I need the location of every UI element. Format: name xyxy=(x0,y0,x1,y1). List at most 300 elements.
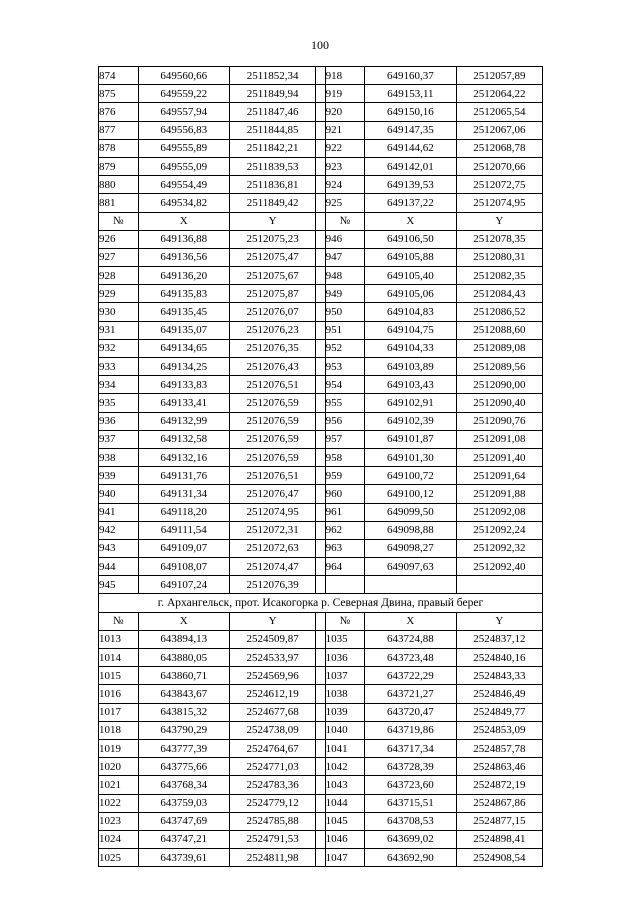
x-coordinate-cell: 649105,06 xyxy=(365,285,457,303)
x-coordinate-cell: 649136,56 xyxy=(138,248,230,266)
column-separator xyxy=(316,576,325,594)
point-number-cell: 938 xyxy=(99,448,139,466)
table-row xyxy=(99,576,543,594)
y-coordinate-cell: 2524846,49 xyxy=(456,685,542,703)
y-coordinate-cell: 2524877,15 xyxy=(456,812,542,830)
point-number-cell: 954 xyxy=(325,376,365,394)
y-coordinate-cell: 2511844,85 xyxy=(230,121,316,139)
x-coordinate-cell: 643708,53 xyxy=(365,812,457,830)
point-number-cell: 878 xyxy=(99,139,139,157)
table-row xyxy=(99,758,543,776)
y-coordinate-cell: 2512074,95 xyxy=(230,503,316,521)
column-separator xyxy=(316,794,325,812)
y-coordinate-cell: 2512068,78 xyxy=(456,139,542,157)
x-coordinate-cell: 649135,83 xyxy=(138,285,230,303)
point-number-cell: 947 xyxy=(325,248,365,266)
table-row xyxy=(99,649,543,667)
point-number-cell: 1039 xyxy=(325,703,365,721)
x-coordinate-cell: 643699,02 xyxy=(365,830,457,848)
y-coordinate-cell: 2511836,81 xyxy=(230,176,316,194)
y-coordinate-cell xyxy=(456,576,542,594)
x-coordinate-cell: 649102,91 xyxy=(365,394,457,412)
point-number-cell: 952 xyxy=(325,339,365,357)
table-row xyxy=(99,685,543,703)
y-coordinate-cell: 2512088,60 xyxy=(456,321,542,339)
y-coordinate-cell: 2512070,66 xyxy=(456,157,542,175)
table-row xyxy=(99,176,543,194)
point-number-cell: 1017 xyxy=(99,703,139,721)
x-coordinate-cell: 643719,86 xyxy=(365,721,457,739)
header-y-coordinate-cell: Y xyxy=(456,612,542,630)
x-coordinate-cell: 643723,60 xyxy=(365,776,457,794)
column-separator xyxy=(316,103,325,121)
point-number-cell: 959 xyxy=(325,467,365,485)
point-number-cell: 1023 xyxy=(99,812,139,830)
y-coordinate-cell: 2512076,23 xyxy=(230,321,316,339)
point-number-cell xyxy=(325,576,365,594)
y-coordinate-cell: 2512076,51 xyxy=(230,467,316,485)
point-number-cell: 955 xyxy=(325,394,365,412)
point-number-cell: 925 xyxy=(325,194,365,212)
y-coordinate-cell: 2524908,54 xyxy=(456,849,542,867)
table-row xyxy=(99,448,543,466)
column-separator xyxy=(316,194,325,212)
y-coordinate-cell: 2524867,86 xyxy=(456,794,542,812)
point-number-cell: 1014 xyxy=(99,649,139,667)
table-row xyxy=(99,630,543,648)
y-coordinate-cell: 2524509,87 xyxy=(230,630,316,648)
point-number-cell: 877 xyxy=(99,121,139,139)
y-coordinate-cell: 2524863,46 xyxy=(456,758,542,776)
x-coordinate-cell: 649134,65 xyxy=(138,339,230,357)
x-coordinate-cell: 649132,16 xyxy=(138,448,230,466)
x-coordinate-cell: 649560,66 xyxy=(138,67,230,85)
x-coordinate-cell: 643777,39 xyxy=(138,739,230,757)
column-separator xyxy=(316,430,325,448)
table-row xyxy=(99,230,543,248)
y-coordinate-cell: 2512090,00 xyxy=(456,376,542,394)
x-coordinate-cell: 649105,88 xyxy=(365,248,457,266)
x-coordinate-cell: 643880,05 xyxy=(138,649,230,667)
column-separator xyxy=(316,321,325,339)
x-coordinate-cell: 643894,13 xyxy=(138,630,230,648)
column-separator xyxy=(316,667,325,685)
y-coordinate-cell: 2524533,97 xyxy=(230,649,316,667)
header-x-coordinate-cell: X xyxy=(365,212,457,230)
table-row xyxy=(99,521,543,539)
y-coordinate-cell: 2511849,42 xyxy=(230,194,316,212)
point-number-cell: 1016 xyxy=(99,685,139,703)
x-coordinate-cell: 649100,12 xyxy=(365,485,457,503)
header-x-coordinate-cell: X xyxy=(138,212,230,230)
y-coordinate-cell: 2512075,47 xyxy=(230,248,316,266)
point-number-cell: 949 xyxy=(325,285,365,303)
y-coordinate-cell: 2512074,47 xyxy=(230,558,316,576)
header-point-number-cell: № xyxy=(99,212,139,230)
table-row xyxy=(99,303,543,321)
x-coordinate-cell: 649556,83 xyxy=(138,121,230,139)
point-number-cell: 1045 xyxy=(325,812,365,830)
point-number-cell: 1037 xyxy=(325,667,365,685)
table-row xyxy=(99,485,543,503)
x-coordinate-cell: 649554,49 xyxy=(138,176,230,194)
y-coordinate-cell: 2512089,08 xyxy=(456,339,542,357)
x-coordinate-cell: 649139,53 xyxy=(365,176,457,194)
table-header-row xyxy=(99,612,543,630)
x-coordinate-cell: 649132,58 xyxy=(138,430,230,448)
section-title-row xyxy=(99,594,543,612)
y-coordinate-cell: 2524783,36 xyxy=(230,776,316,794)
column-separator xyxy=(316,703,325,721)
column-separator xyxy=(316,303,325,321)
x-coordinate-cell: 649098,88 xyxy=(365,521,457,539)
x-coordinate-cell: 649160,37 xyxy=(365,67,457,85)
table-row xyxy=(99,503,543,521)
point-number-cell: 927 xyxy=(99,248,139,266)
point-number-cell: 934 xyxy=(99,376,139,394)
point-number-cell: 932 xyxy=(99,339,139,357)
column-separator xyxy=(316,758,325,776)
y-coordinate-cell: 2512076,47 xyxy=(230,485,316,503)
point-number-cell: 960 xyxy=(325,485,365,503)
point-number-cell: 921 xyxy=(325,121,365,139)
header-x-coordinate-cell: X xyxy=(138,612,230,630)
x-coordinate-cell: 649105,40 xyxy=(365,267,457,285)
point-number-cell: 962 xyxy=(325,521,365,539)
point-number-cell: 1024 xyxy=(99,830,139,848)
column-separator xyxy=(316,558,325,576)
x-coordinate-cell: 643860,71 xyxy=(138,667,230,685)
point-number-cell: 930 xyxy=(99,303,139,321)
y-coordinate-cell: 2512092,32 xyxy=(456,539,542,557)
point-number-cell: 937 xyxy=(99,430,139,448)
y-coordinate-cell: 2511847,46 xyxy=(230,103,316,121)
x-coordinate-cell: 643723,48 xyxy=(365,649,457,667)
x-coordinate-cell: 649104,75 xyxy=(365,321,457,339)
point-number-cell: 941 xyxy=(99,503,139,521)
table-row xyxy=(99,849,543,867)
point-number-cell: 1013 xyxy=(99,630,139,648)
y-coordinate-cell: 2512091,08 xyxy=(456,430,542,448)
y-coordinate-cell: 2524612,19 xyxy=(230,685,316,703)
x-coordinate-cell: 643722,29 xyxy=(365,667,457,685)
x-coordinate-cell: 649099,50 xyxy=(365,503,457,521)
x-coordinate-cell: 649111,54 xyxy=(138,521,230,539)
x-coordinate-cell: 649147,35 xyxy=(365,121,457,139)
table-row xyxy=(99,121,543,139)
x-coordinate-cell: 643728,39 xyxy=(365,758,457,776)
x-coordinate-cell: 649555,09 xyxy=(138,157,230,175)
y-coordinate-cell: 2524771,03 xyxy=(230,758,316,776)
point-number-cell: 936 xyxy=(99,412,139,430)
x-coordinate-cell: 649102,39 xyxy=(365,412,457,430)
y-coordinate-cell: 2512092,24 xyxy=(456,521,542,539)
table-row xyxy=(99,467,543,485)
table-row xyxy=(99,667,543,685)
header-y-coordinate-cell: Y xyxy=(230,212,316,230)
y-coordinate-cell: 2512072,63 xyxy=(230,539,316,557)
y-coordinate-cell: 2524738,09 xyxy=(230,721,316,739)
y-coordinate-cell: 2524872,19 xyxy=(456,776,542,794)
y-coordinate-cell: 2512074,95 xyxy=(456,194,542,212)
y-coordinate-cell: 2512092,08 xyxy=(456,503,542,521)
y-coordinate-cell: 2512090,40 xyxy=(456,394,542,412)
x-coordinate-cell: 643715,51 xyxy=(365,794,457,812)
table-row xyxy=(99,394,543,412)
table-row xyxy=(99,412,543,430)
table-row xyxy=(99,430,543,448)
x-coordinate-cell: 649137,22 xyxy=(365,194,457,212)
x-coordinate-cell: 643692,90 xyxy=(365,849,457,867)
y-coordinate-cell: 2512075,23 xyxy=(230,230,316,248)
y-coordinate-cell: 2512064,22 xyxy=(456,85,542,103)
point-number-cell: 929 xyxy=(99,285,139,303)
point-number-cell: 1038 xyxy=(325,685,365,703)
point-number-cell: 920 xyxy=(325,103,365,121)
y-coordinate-cell: 2512076,39 xyxy=(230,576,316,594)
point-number-cell: 945 xyxy=(99,576,139,594)
header-y-coordinate-cell: Y xyxy=(230,612,316,630)
point-number-cell: 1047 xyxy=(325,849,365,867)
y-coordinate-cell: 2512084,43 xyxy=(456,285,542,303)
column-separator xyxy=(316,649,325,667)
y-coordinate-cell: 2512072,75 xyxy=(456,176,542,194)
y-coordinate-cell: 2512057,89 xyxy=(456,67,542,85)
coordinates-table xyxy=(98,66,543,867)
x-coordinate-cell: 649132,99 xyxy=(138,412,230,430)
point-number-cell: 923 xyxy=(325,157,365,175)
point-number-cell: 942 xyxy=(99,521,139,539)
y-coordinate-cell: 2511842,21 xyxy=(230,139,316,157)
y-coordinate-cell: 2512090,76 xyxy=(456,412,542,430)
y-coordinate-cell: 2512076,35 xyxy=(230,339,316,357)
y-coordinate-cell: 2524677,68 xyxy=(230,703,316,721)
y-coordinate-cell: 2512076,59 xyxy=(230,394,316,412)
y-coordinate-cell: 2512075,67 xyxy=(230,267,316,285)
point-number-cell: 957 xyxy=(325,430,365,448)
y-coordinate-cell: 2512076,07 xyxy=(230,303,316,321)
x-coordinate-cell: 649103,43 xyxy=(365,376,457,394)
table-row xyxy=(99,67,543,85)
table-row xyxy=(99,103,543,121)
column-separator xyxy=(316,467,325,485)
column-separator xyxy=(316,248,325,266)
y-coordinate-cell: 2524779,12 xyxy=(230,794,316,812)
x-coordinate-cell: 643759,03 xyxy=(138,794,230,812)
y-coordinate-cell: 2512075,87 xyxy=(230,285,316,303)
column-separator xyxy=(316,630,325,648)
point-number-cell: 1025 xyxy=(99,849,139,867)
point-number-cell: 1021 xyxy=(99,776,139,794)
table-row xyxy=(99,703,543,721)
x-coordinate-cell: 649153,11 xyxy=(365,85,457,103)
table-row xyxy=(99,830,543,848)
table-row xyxy=(99,376,543,394)
x-coordinate-cell: 649135,07 xyxy=(138,321,230,339)
table-row xyxy=(99,139,543,157)
point-number-cell: 879 xyxy=(99,157,139,175)
table-row xyxy=(99,721,543,739)
column-separator xyxy=(316,849,325,867)
point-number-cell: 1042 xyxy=(325,758,365,776)
x-coordinate-cell: 649134,25 xyxy=(138,358,230,376)
point-number-cell: 963 xyxy=(325,539,365,557)
y-coordinate-cell: 2512078,35 xyxy=(456,230,542,248)
column-separator xyxy=(316,230,325,248)
y-coordinate-cell: 2524840,16 xyxy=(456,649,542,667)
x-coordinate-cell: 649131,34 xyxy=(138,485,230,503)
column-separator xyxy=(316,285,325,303)
point-number-cell: 1046 xyxy=(325,830,365,848)
header-point-number-cell: № xyxy=(99,612,139,630)
y-coordinate-cell: 2512076,59 xyxy=(230,430,316,448)
point-number-cell: 875 xyxy=(99,85,139,103)
point-number-cell: 935 xyxy=(99,394,139,412)
y-coordinate-cell: 2524569,96 xyxy=(230,667,316,685)
x-coordinate-cell: 649144,62 xyxy=(365,139,457,157)
y-coordinate-cell: 2512092,40 xyxy=(456,558,542,576)
table-row xyxy=(99,558,543,576)
y-coordinate-cell: 2512065,54 xyxy=(456,103,542,121)
table-row xyxy=(99,248,543,266)
y-coordinate-cell: 2524785,88 xyxy=(230,812,316,830)
y-coordinate-cell: 2511839,53 xyxy=(230,157,316,175)
page-number: 100 xyxy=(311,38,329,52)
y-coordinate-cell: 2524843,33 xyxy=(456,667,542,685)
x-coordinate-cell: 649142,01 xyxy=(365,157,457,175)
y-coordinate-cell: 2524849,77 xyxy=(456,703,542,721)
column-separator xyxy=(316,339,325,357)
point-number-cell: 1040 xyxy=(325,721,365,739)
point-number-cell: 961 xyxy=(325,503,365,521)
x-coordinate-cell: 649100,72 xyxy=(365,467,457,485)
header-x-coordinate-cell: X xyxy=(365,612,457,630)
point-number-cell: 918 xyxy=(325,67,365,85)
header-point-number-cell: № xyxy=(325,612,365,630)
column-separator xyxy=(316,485,325,503)
x-coordinate-cell: 643739,61 xyxy=(138,849,230,867)
column-separator xyxy=(316,412,325,430)
column-separator xyxy=(316,157,325,175)
table-row xyxy=(99,321,543,339)
x-coordinate-cell: 649555,89 xyxy=(138,139,230,157)
y-coordinate-cell: 2512080,31 xyxy=(456,248,542,266)
column-separator xyxy=(316,267,325,285)
point-number-cell: 958 xyxy=(325,448,365,466)
point-number-cell: 948 xyxy=(325,267,365,285)
table-row xyxy=(99,358,543,376)
x-coordinate-cell: 649103,89 xyxy=(365,358,457,376)
point-number-cell: 1018 xyxy=(99,721,139,739)
y-coordinate-cell: 2512089,56 xyxy=(456,358,542,376)
point-number-cell: 1019 xyxy=(99,739,139,757)
y-coordinate-cell: 2524837,12 xyxy=(456,630,542,648)
point-number-cell: 933 xyxy=(99,358,139,376)
column-separator xyxy=(316,503,325,521)
point-number-cell: 874 xyxy=(99,67,139,85)
point-number-cell: 881 xyxy=(99,194,139,212)
y-coordinate-cell: 2512082,35 xyxy=(456,267,542,285)
x-coordinate-cell: 649118,20 xyxy=(138,503,230,521)
y-coordinate-cell: 2512072,31 xyxy=(230,521,316,539)
x-coordinate-cell: 649135,45 xyxy=(138,303,230,321)
point-number-cell: 964 xyxy=(325,558,365,576)
column-separator xyxy=(316,776,325,794)
x-coordinate-cell: 649109,07 xyxy=(138,539,230,557)
section-title: г. Архангельск, прот. Исакогорка р. Северная Двина, правый берег xyxy=(99,594,543,612)
x-coordinate-cell: 649559,22 xyxy=(138,85,230,103)
table-row xyxy=(99,739,543,757)
point-number-cell: 1022 xyxy=(99,794,139,812)
point-number-cell: 956 xyxy=(325,412,365,430)
column-separator xyxy=(316,739,325,757)
x-coordinate-cell: 643775,66 xyxy=(138,758,230,776)
y-coordinate-cell: 2512076,43 xyxy=(230,358,316,376)
y-coordinate-cell: 2524764,67 xyxy=(230,739,316,757)
table-row xyxy=(99,776,543,794)
y-coordinate-cell: 2524853,09 xyxy=(456,721,542,739)
point-number-cell: 946 xyxy=(325,230,365,248)
point-number-cell: 926 xyxy=(99,230,139,248)
x-coordinate-cell: 649133,41 xyxy=(138,394,230,412)
point-number-cell: 1035 xyxy=(325,630,365,648)
header-point-number-cell: № xyxy=(325,212,365,230)
table-row xyxy=(99,85,543,103)
y-coordinate-cell: 2511852,34 xyxy=(230,67,316,85)
x-coordinate-cell: 643843,67 xyxy=(138,685,230,703)
y-coordinate-cell: 2512091,64 xyxy=(456,467,542,485)
point-number-cell: 1036 xyxy=(325,649,365,667)
table-row xyxy=(99,194,543,212)
y-coordinate-cell: 2512067,06 xyxy=(456,121,542,139)
y-coordinate-cell: 2524811,98 xyxy=(230,849,316,867)
x-coordinate-cell: 643720,47 xyxy=(365,703,457,721)
table-row xyxy=(99,285,543,303)
x-coordinate-cell: 643721,27 xyxy=(365,685,457,703)
column-separator xyxy=(316,394,325,412)
point-number-cell: 953 xyxy=(325,358,365,376)
y-coordinate-cell: 2524791,53 xyxy=(230,830,316,848)
coordinates-table-body xyxy=(99,67,543,867)
column-separator xyxy=(316,376,325,394)
x-coordinate-cell: 643717,34 xyxy=(365,739,457,757)
y-coordinate-cell: 2524898,41 xyxy=(456,830,542,848)
x-coordinate-cell: 649557,94 xyxy=(138,103,230,121)
table-row xyxy=(99,812,543,830)
point-number-cell: 951 xyxy=(325,321,365,339)
point-number-cell: 1044 xyxy=(325,794,365,812)
x-coordinate-cell: 649097,63 xyxy=(365,558,457,576)
point-number-cell: 943 xyxy=(99,539,139,557)
x-coordinate-cell: 643747,69 xyxy=(138,812,230,830)
x-coordinate-cell: 649101,30 xyxy=(365,448,457,466)
column-separator xyxy=(316,85,325,103)
point-number-cell: 1043 xyxy=(325,776,365,794)
y-coordinate-cell: 2511849,94 xyxy=(230,85,316,103)
point-number-cell: 924 xyxy=(325,176,365,194)
point-number-cell: 1015 xyxy=(99,667,139,685)
table-row xyxy=(99,539,543,557)
column-separator xyxy=(316,539,325,557)
column-separator xyxy=(316,521,325,539)
x-coordinate-cell: 649534,82 xyxy=(138,194,230,212)
point-number-cell: 939 xyxy=(99,467,139,485)
y-coordinate-cell: 2512086,52 xyxy=(456,303,542,321)
column-separator xyxy=(316,812,325,830)
x-coordinate-cell: 649133,83 xyxy=(138,376,230,394)
point-number-cell: 944 xyxy=(99,558,139,576)
x-coordinate-cell: 649131,76 xyxy=(138,467,230,485)
